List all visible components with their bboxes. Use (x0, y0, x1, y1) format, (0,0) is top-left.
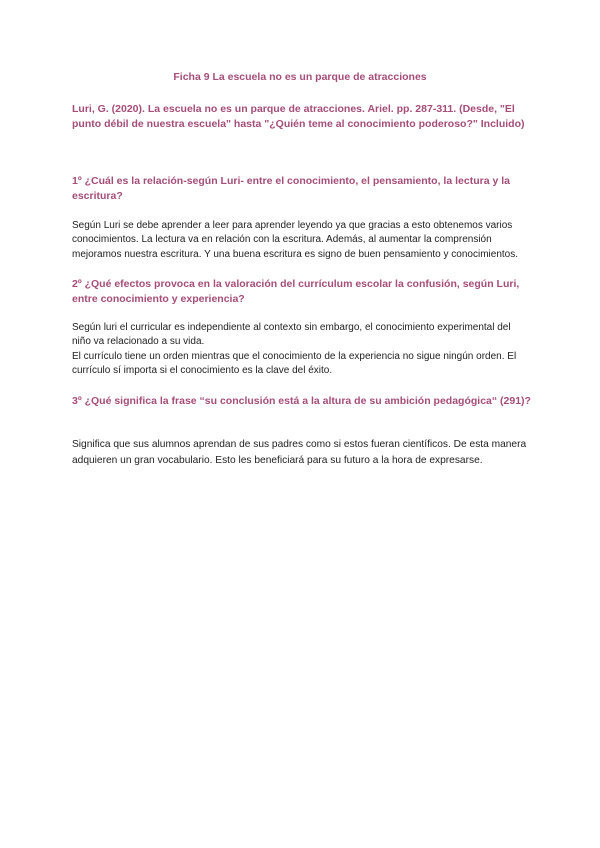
answer-3 (72, 437, 532, 468)
answer-2 (72, 321, 532, 379)
answer-2-paragraph-2: El currículo tiene un orden mientras que el conocimiento de la experiencia no sigue ningún orden. El currículo sí importa si el conocimiento es la clave del éxito. (72, 350, 517, 377)
answer-3-paragraph: Significa que sus alumnos aprendan de sus padres como si estos fueran científicos. De esta manera adquieren un gran vocabulario. Esto les beneficiará para su futuro a la hora de expresarse. (72, 439, 527, 466)
document-title: Ficha 9 La escuela no es un parque de atracciones (173, 71, 427, 83)
answer-1-paragraph: Según Luri se debe aprender a leer para aprender leyendo ya que gracias a esto obtenemos varios conocimientos. La lectura va en relación con la escritura. Además, al aumentar la comprensión mejoramos nuestra escritura. Y una buena escritura es signo de buen pensamiento y conocimientos. (72, 220, 518, 260)
question-2: 2º ¿Qué efectos provoca en la valoración del currículum escolar la confusión, según Luri, entre conocimiento y experiencia? (72, 278, 520, 305)
bibliographic-reference: Luri, G. (2020). La escuela no es un parque de atracciones. Ariel. pp. 287-311. (Desde, "El punto débil de nuestra escuela" hasta "¿Quién teme al conocimiento poderoso?" Incluido) (72, 103, 525, 130)
answer-1 (72, 219, 532, 262)
answer-2-paragraph-1: Según luri el curricular es independiente al contexto sin embargo, el conocimiento experimental del niño va relacionado a su vida. (72, 322, 511, 348)
question-1: 1º ¿Cuál es la relación-según Luri- entre el conocimiento, el pensamiento, la lectura y la escritura? (72, 175, 510, 202)
question-3: 3º ¿Qué significa la frase “su conclusión está a la altura de su ambición pedagógica“ (291)? (72, 395, 531, 407)
